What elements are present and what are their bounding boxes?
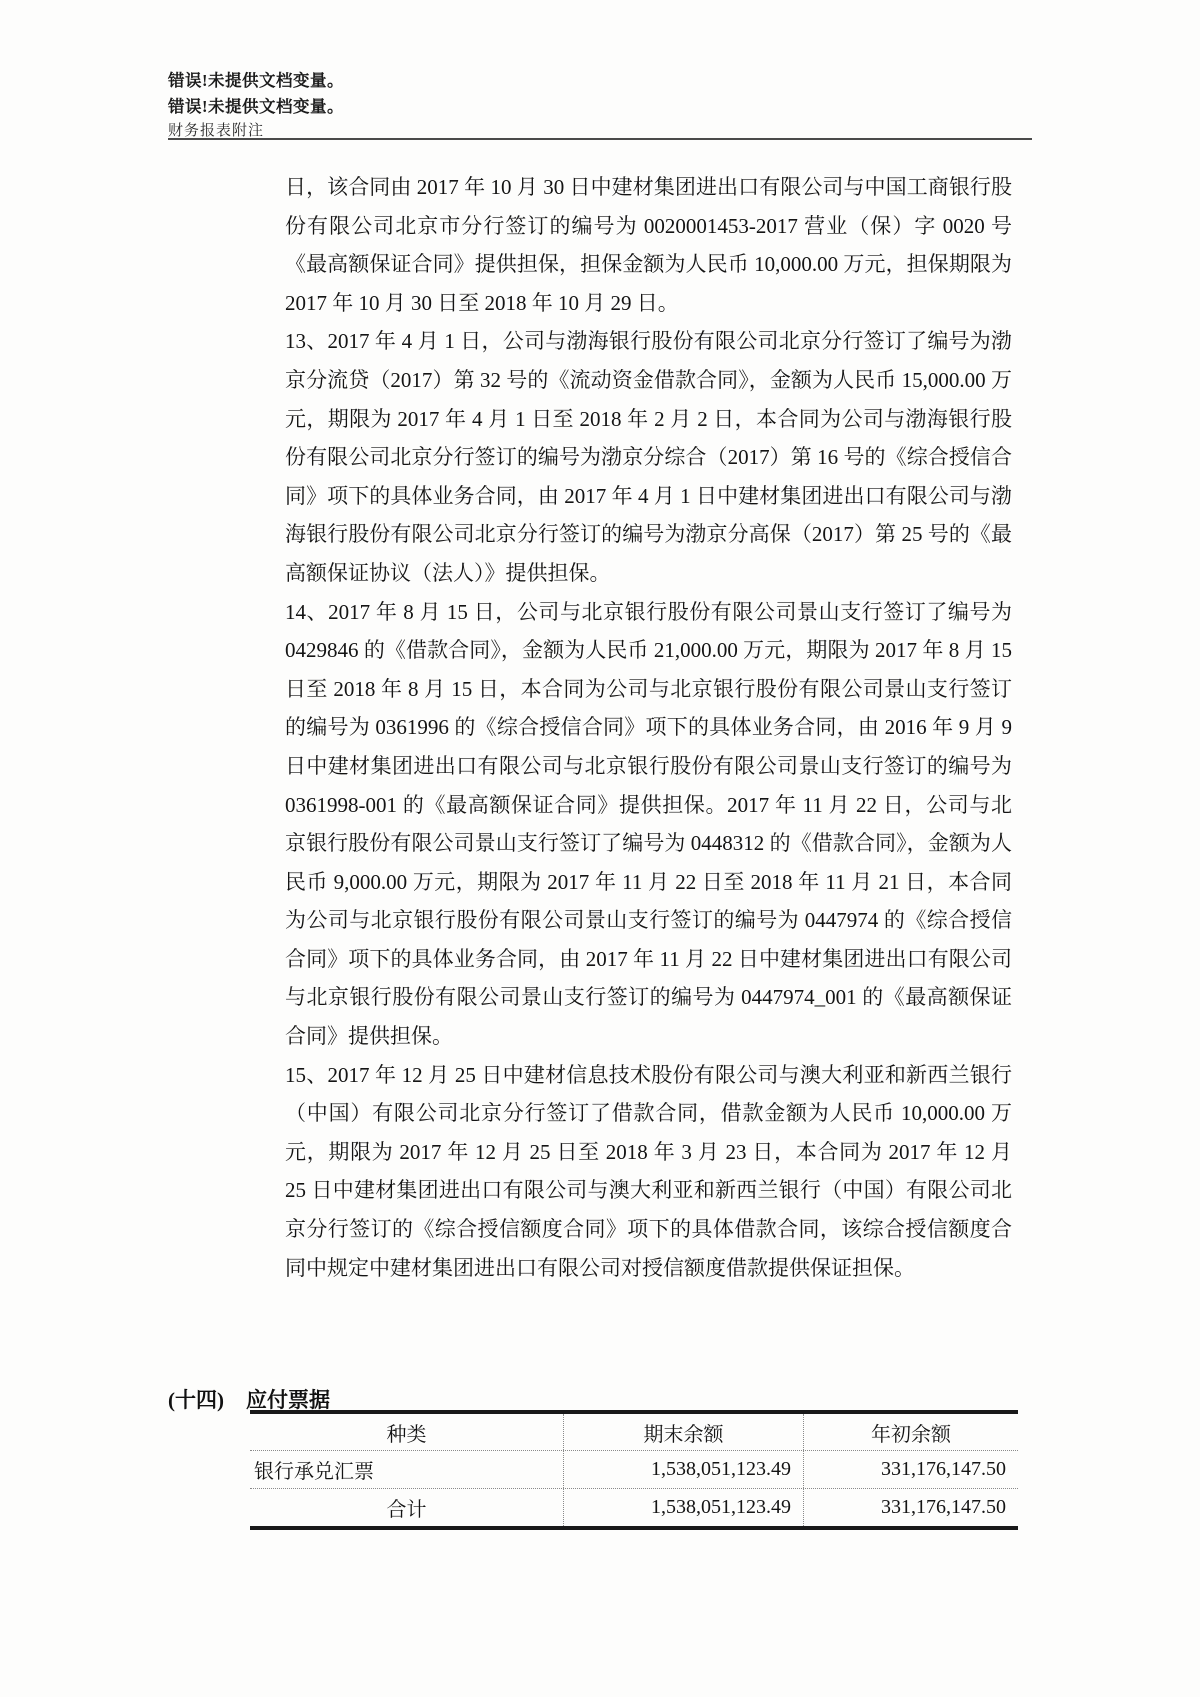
header-divider — [168, 138, 1032, 140]
section-title: 应付票据 — [246, 1388, 330, 1412]
document-header — [168, 68, 344, 143]
table-header-row — [250, 1414, 1018, 1451]
table-row-total — [250, 1489, 1018, 1526]
body-paragraph-item-15: 15、2017 年 12 月 25 日中建材信息技术股份有限公司与澳大利亚和新西兰银行（中国）有限公司北京分行签订了借款合同，借款金额为人民币 10,000.00 万元，期限为 2017 年 12 月 25 日至 2018 年 3 月 23 日，本合同为 2017 年 12 月 25 日中建材集团进出口有限公司与澳大利亚和新西兰银行（中国）有限公司北京分行签订的《综合授信额度合同》项下的具体借款合同，该综合授信额度合同中规定中建材集团进出口有限公司对授信额度借款提供保证担保。 — [285, 1062, 1012, 1280]
header-error-line-1: 错误!未提供文档变量。 — [168, 71, 344, 90]
table-header-kind: 种类 — [250, 1414, 564, 1450]
table-cell-kind: 银行承兑汇票 — [250, 1451, 564, 1488]
table-cell-total-beginning-balance: 331,176,147.50 — [881, 1496, 1006, 1518]
table-cell-total-label: 合计 — [250, 1489, 564, 1526]
table-cell-beginning-balance: 331,176,147.50 — [881, 1458, 1006, 1480]
section-number: (十四) — [168, 1388, 224, 1412]
body-text-block — [285, 168, 1012, 1287]
notes-payable-table — [250, 1410, 1018, 1530]
body-paragraph-item-14: 14、2017 年 8 月 15 日，公司与北京银行股份有限公司景山支行签订了编号为 0429846 的《借款合同》，金额为人民币 21,000.00 万元，期限为 2017 年 8 月 15 日至 2018 年 8 月 15 日，本合同为公司与北京银行股份有限公司景山支行签订的编号为 0361996 的《综合授信合同》项下的具体业务合同，由 2016 年 9 月 9 日中建材集团进出口有限公司与北京银行股份有限公司景山支行签订的编号为 0361998-001 的《最高额保证合同》提供担保。2017 年 11 月 22 日，公司与北京银行股份有限公司景山支行签订了编号为 0448312 的《借款合同》，金额为人民币 9,000.00 万元，期限为 2017 年 11 月 22 日至 2018 年 11 月 21 日，本合同为公司与北京银行股份有限公司景山支行签订的编号为 0447974 的《综合授信合同》项下的具体业务合同，由 2017 年 11 月 22 日中建材集团进出口有限公司与北京银行股份有限公司景山支行签订的编号为 0447974_001 的《最高额保证合同》提供担保。 — [285, 599, 1012, 1049]
table-header-beginning-balance: 年初余额 — [871, 1423, 951, 1446]
table-row-bank-acceptance — [250, 1451, 1018, 1489]
table-cell-total-ending-balance: 1,538,051,123.49 — [564, 1489, 804, 1526]
header-error-line-2: 错误!未提供文档变量。 — [168, 97, 344, 116]
body-paragraph-continuation: 日，该合同由 2017 年 10 月 30 日中建材集团进出口有限公司与中国工商银行股份有限公司北京市分行签订的编号为 0020001453-2017 营业（保）字 0020 号《最高额保证合同》提供担保，担保金额为人民币 10,000.00 万元，担保期限为 2017 年 10 月 30 日至 2018 年 10 月 29 日。 — [285, 175, 1012, 315]
body-paragraph-item-13: 13、2017 年 4 月 1 日，公司与渤海银行股份有限公司北京分行签订了编号为渤京分流贷（2017）第 32 号的《流动资金借款合同》，金额为人民币 15,000.00 万元，期限为 2017 年 4 月 1 日至 2018 年 2 月 2 日，本合同为公司与渤海银行股份有限公司北京分行签订的编号为渤京分综合（2017）第 16 号的《综合授信合同》项下的具体业务合同，由 2017 年 4 月 1 日中建材集团进出口有限公司与渤海银行股份有限公司北京分行签订的编号为渤京分高保（2017）第 25 号的《最高额保证协议（法人）》提供担保。 — [285, 329, 1012, 585]
header-doc-title: 财务报表附注 — [168, 123, 265, 139]
table-cell-ending-balance: 1,538,051,123.49 — [564, 1451, 804, 1488]
table-header-ending-balance: 期末余额 — [564, 1414, 804, 1450]
